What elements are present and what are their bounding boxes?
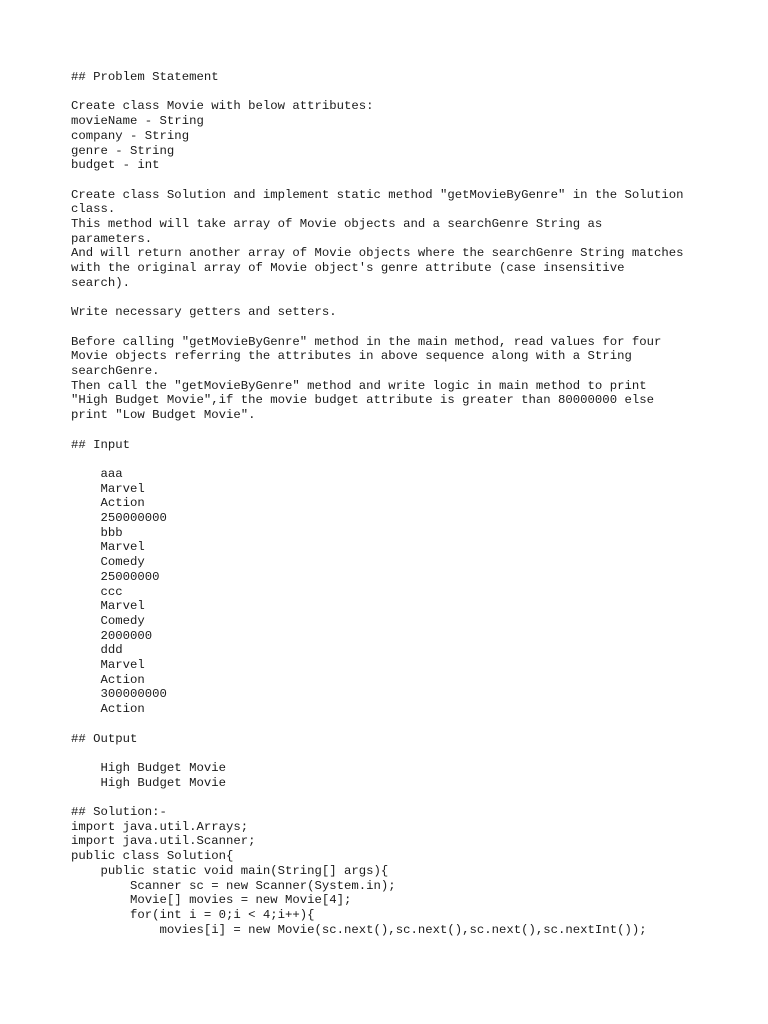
text-line: This method will take array of Movie objects and a searchGenre String as (71, 217, 603, 231)
text-line: public static void main(String[] args){ (71, 863, 389, 878)
blank-line (71, 291, 731, 306)
blank-line (71, 173, 731, 188)
blank-line (71, 746, 731, 761)
text-line: class. (71, 202, 116, 217)
text-line: Movie[] movies = new Movie[4]; (71, 893, 352, 908)
text-line: Marvel (71, 599, 145, 614)
text-line: genre - String (71, 143, 175, 158)
text-line: public class Solution{ (71, 849, 234, 864)
text-line: 2000000 (71, 628, 153, 643)
section-heading: ## Problem Statement (71, 70, 219, 84)
section-heading: ## Output (71, 731, 138, 746)
text-line: Marvel (71, 658, 145, 673)
text-line: Create class Solution and implement static method "getMovieByGenre" in the Solution (71, 187, 684, 202)
text-line: aaa (71, 466, 123, 481)
text-line: for(int i = 0;i < 4;i++){ (71, 907, 315, 922)
text-line: parameters. (71, 231, 153, 246)
text-line: search). (71, 275, 131, 290)
text-line: Then call the "getMovieByGenre" method and write logic in main method to print (71, 378, 647, 393)
text-line: 25000000 (71, 569, 160, 584)
blank-line (71, 423, 731, 438)
text-line: Comedy (71, 613, 145, 628)
blank-line (71, 717, 731, 732)
text-line: Write necessary getters and setters. (71, 305, 337, 320)
text-line: Comedy (71, 555, 145, 570)
text-line: company - String (71, 128, 190, 143)
text-line: And will return another array of Movie objects where the searchGenre String matches (71, 246, 684, 261)
text-line: movies[i] = new Movie(sc.next(),sc.next(),sc.next(),sc.nextInt()); (71, 922, 647, 937)
text-line: searchGenre. (71, 364, 160, 378)
blank-line (71, 85, 731, 100)
section-heading: ## Solution:- (71, 805, 167, 820)
text-line: bbb (71, 525, 123, 540)
document-text (71, 70, 731, 937)
text-line: Create class Movie with below attributes: (71, 99, 374, 114)
text-line: 250000000 (71, 511, 167, 525)
text-line: budget - int (71, 158, 160, 173)
text-line: print "Low Budget Movie". (71, 408, 256, 423)
text-line: Action (71, 496, 145, 511)
text-line: with the original array of Movie object's genre attribute (case insensitive (71, 261, 625, 276)
text-line: High Budget Movie (71, 775, 226, 790)
text-line: ddd (71, 643, 123, 658)
text-line: Movie objects referring the attributes in above sequence along with a String (71, 349, 632, 364)
text-line: Scanner sc = new Scanner(System.in); (71, 878, 396, 893)
text-line: High Budget Movie (71, 760, 226, 775)
text-line: import java.util.Scanner; (71, 834, 256, 849)
blank-line (71, 790, 731, 805)
text-line: "High Budget Movie",if the movie budget attribute is greater than 80000000 else (71, 393, 654, 408)
blank-line (71, 320, 731, 335)
text-line: ccc (71, 584, 123, 599)
section-heading: ## Input (71, 437, 131, 452)
text-line: movieName - String (71, 114, 204, 129)
text-line: Action (71, 702, 145, 717)
text-line: Before calling "getMovieByGenre" method in the main method, read values for four (71, 334, 662, 349)
text-line: Action (71, 672, 145, 687)
text-line: Marvel (71, 540, 145, 555)
text-line: import java.util.Arrays; (71, 819, 249, 834)
text-line: 300000000 (71, 687, 167, 702)
text-line: Marvel (71, 481, 145, 496)
blank-line (71, 452, 731, 467)
